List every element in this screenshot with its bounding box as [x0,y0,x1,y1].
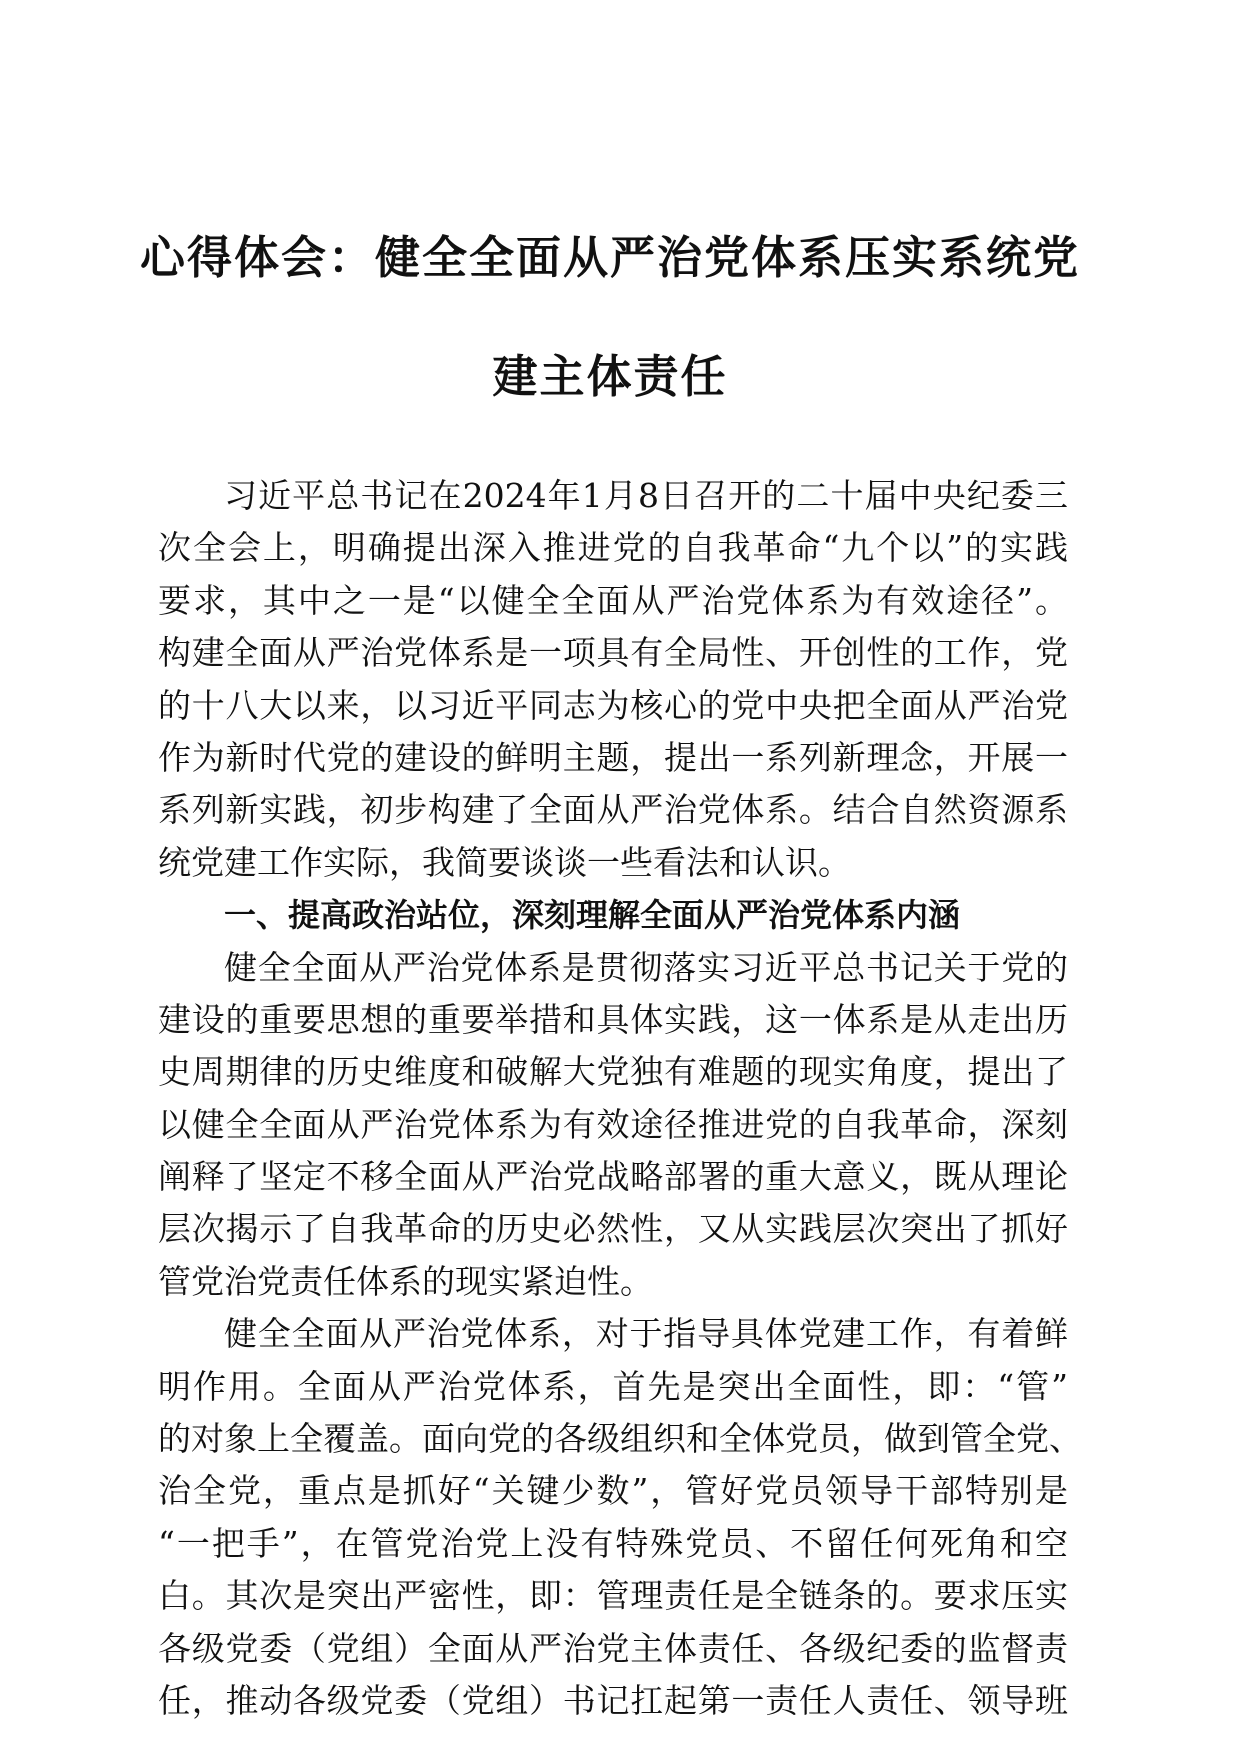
text-line: 统党建工作实际，我简要谈谈一些看法和认识。 [158,842,851,882]
document-title-line-1: 心得体会：健全全面从严治党体系压实系统党 [140,231,1081,284]
text-line: 治全党，重点是抓好“关键少数”，管好党员领导干部特别是 [158,1471,1068,1511]
text-line: “一把手”，在管党治党上没有特殊党员、不留任何死角和空 [158,1523,1068,1563]
text-line: 要求，其中之一是“以健全全面从严治党体系为有效途径”。 [158,580,1068,620]
paragraph-section1-a [158,942,1068,1309]
paragraph-section1-b [158,1308,1082,1727]
text-line: 作为新时代党的建设的鲜明主题，提出一系列新理念，开展一 [158,737,1068,777]
text-line: 以健全全面从严治党体系为有效途径推进党的自我革命，深刻 [158,1104,1068,1144]
text-line: 任，推动各级党委（党组）书记扛起第一责任人责任、领导班 [158,1680,1068,1720]
text-line: 史周期律的历史维度和破解大党独有难题的现实角度，提出了 [158,1052,1068,1092]
document-body [158,470,1082,1727]
text-line: 的对象上全覆盖。面向党的各级组织和全体党员，做到管全党、 [158,1419,1082,1459]
text-line: 的十八大以来，以习近平同志为核心的党中央把全面从严治党 [158,685,1068,725]
text-line: 健全全面从严治党体系是贯彻落实习近平总书记关于党的 [224,947,1068,987]
text-line: 系列新实践，初步构建了全面从严治党体系。结合自然资源系 [158,790,1068,830]
section-heading-1: 一、提高政治站位，深刻理解全面从严治党体系内涵 [224,896,961,935]
text-line: 建设的重要思想的重要举措和具体实践，这一体系是从走出历 [158,999,1068,1039]
text-line: 构建全面从严治党体系是一项具有全局性、开创性的工作，党 [158,633,1068,673]
text-line: 习近平总书记在2024年1月8日召开的二十届中央纪委三 [224,476,1068,515]
text-line: 明作用。全面从严治党体系，首先是突出全面性，即：“管” [158,1366,1068,1406]
text-line: 白。其次是突出严密性，即：管理责任是全链条的。要求压实 [158,1576,1068,1616]
text-line: 层次揭示了自我革命的历史必然性，又从实践层次突出了抓好 [158,1209,1068,1249]
text-line: 阐释了坚定不移全面从严治党战略部署的重大意义，既从理论 [158,1157,1068,1197]
text-line: 次全会上，明确提出深入推进党的自我革命“九个以”的实践 [158,528,1068,568]
text-line: 健全全面从严治党体系，对于指导具体党建工作，有着鲜 [224,1314,1068,1354]
document-title-line-2: 建主体责任 [492,350,728,403]
text-line: 管党治党责任体系的现实紧迫性。 [158,1261,653,1301]
paragraph-intro [158,470,1068,889]
text-line: 各级党委（党组）全面从严治党主体责任、各级纪委的监督责 [158,1628,1068,1668]
